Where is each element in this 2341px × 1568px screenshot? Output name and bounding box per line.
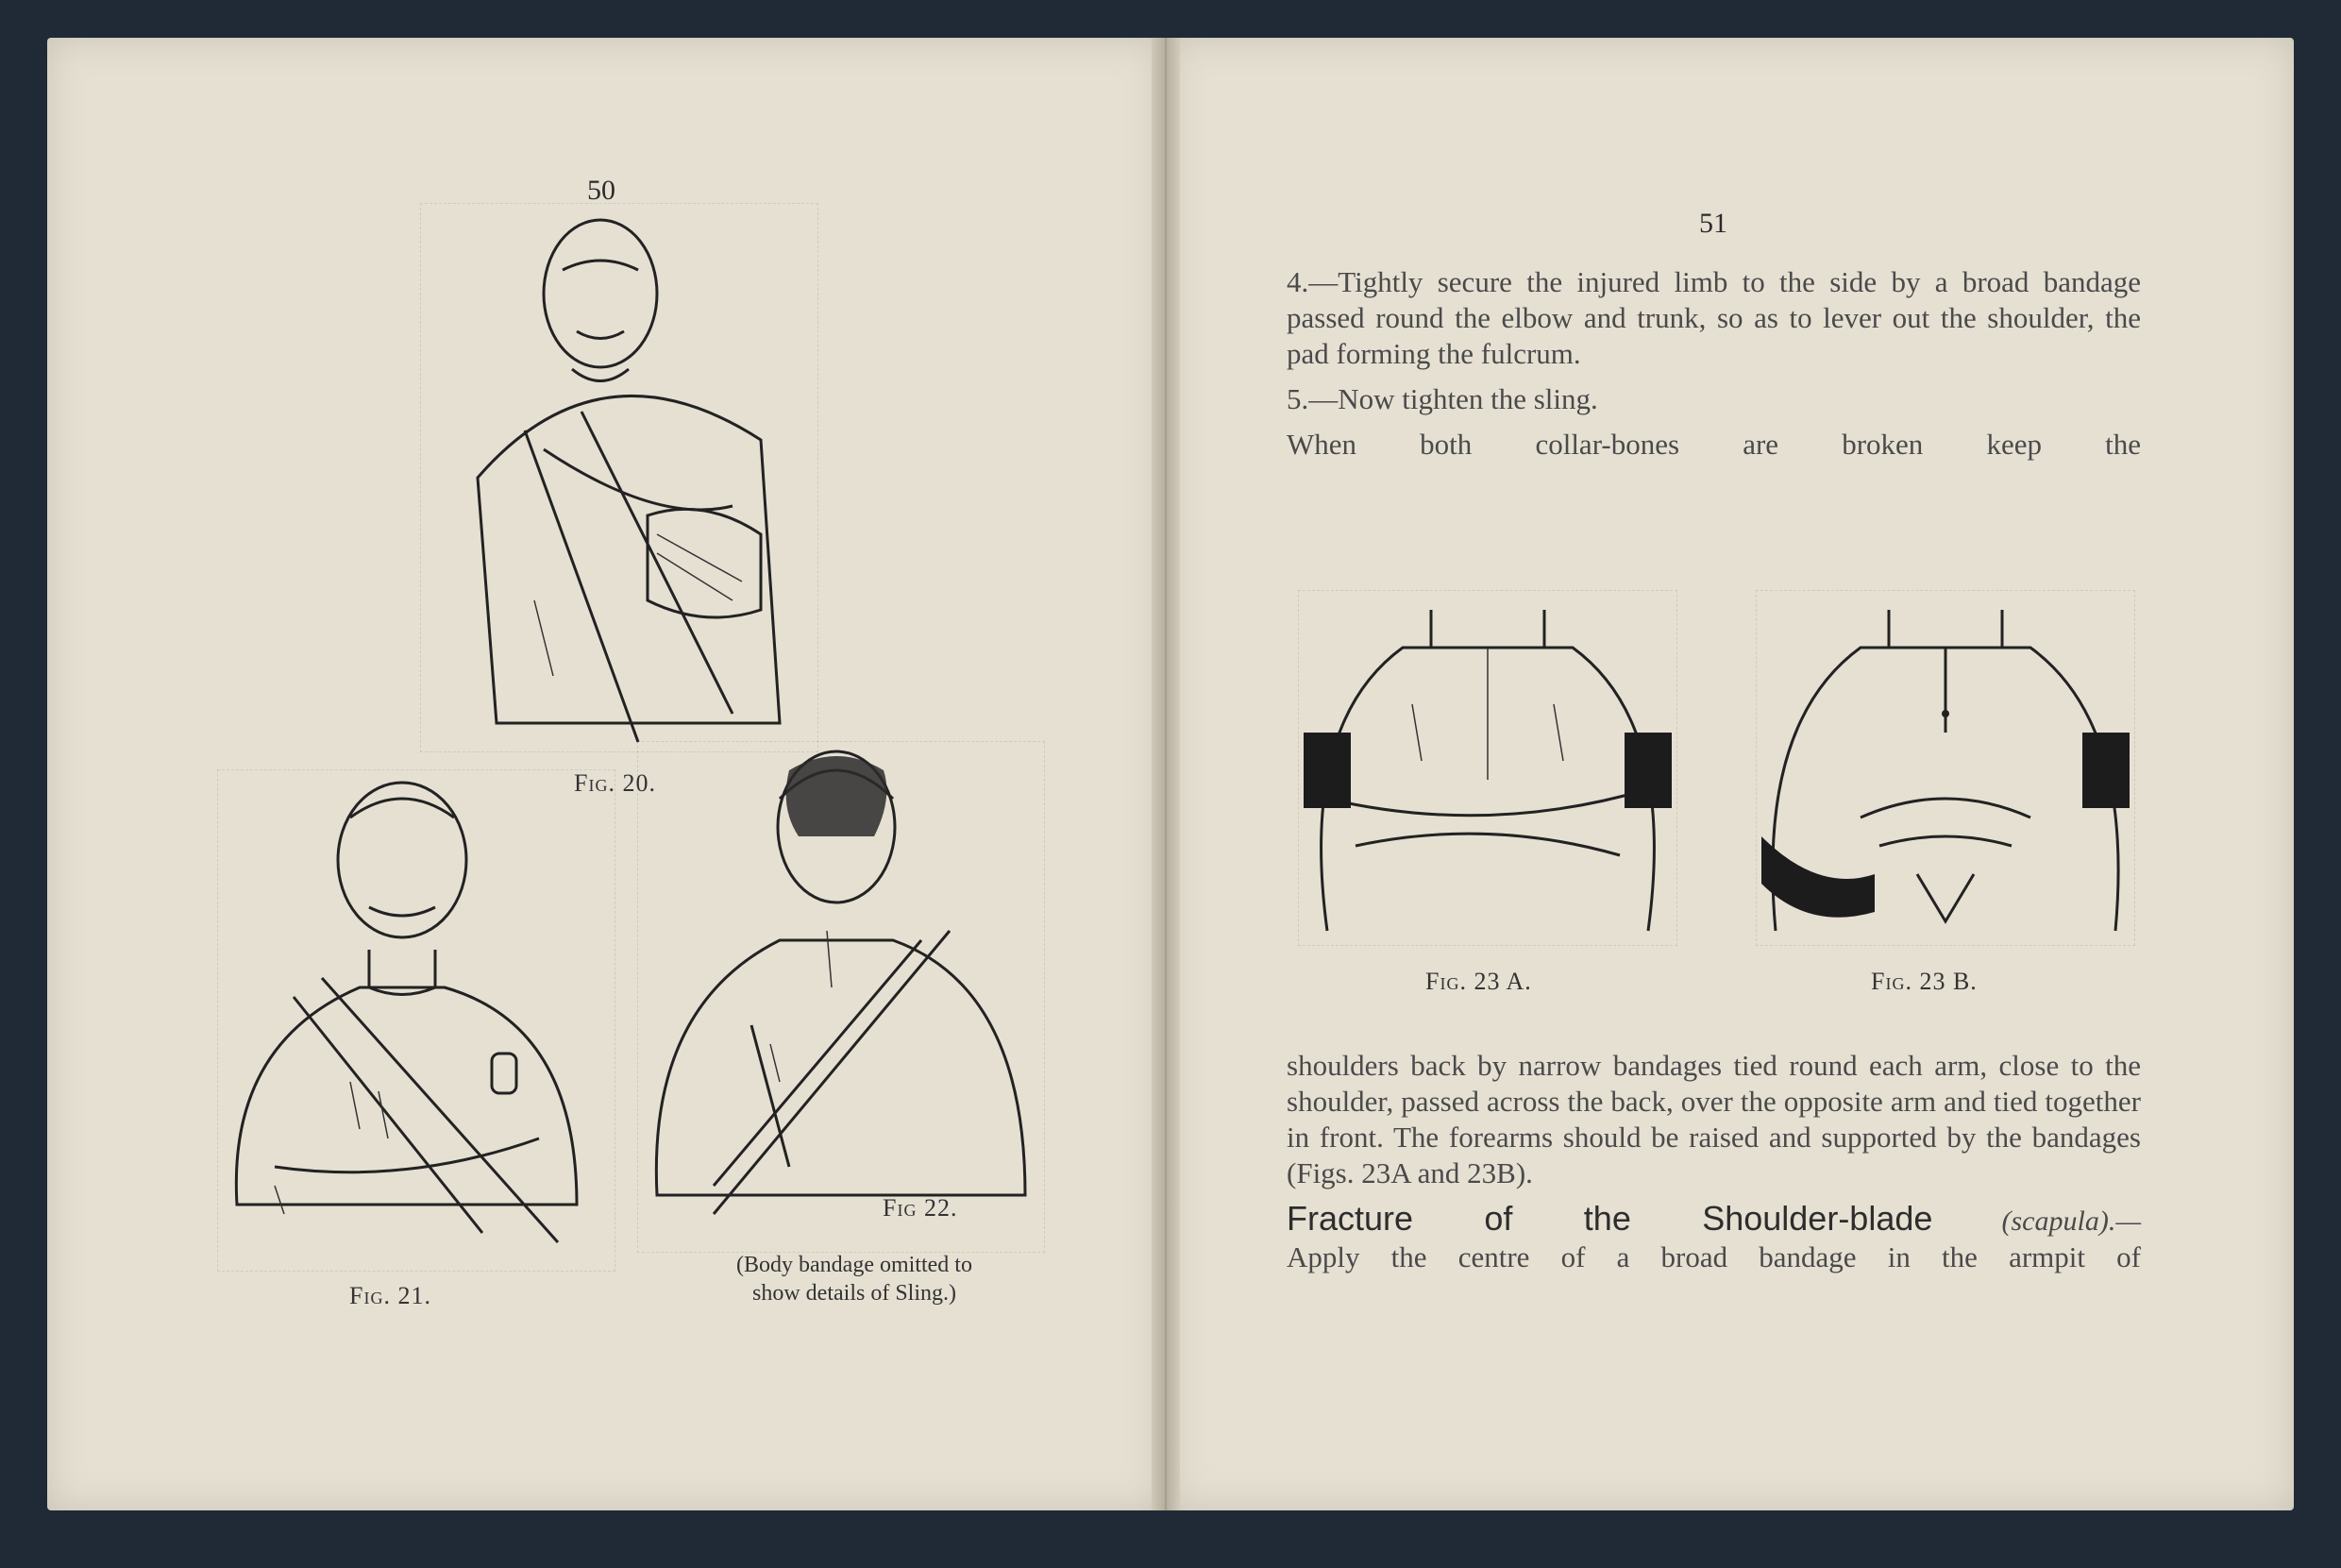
paragraph-collar-bones: When both collar-bones are broken keep the bbox=[1287, 428, 2141, 461]
figure-23a-caption: Fig. 23 A. bbox=[1425, 968, 1532, 995]
text-block-top bbox=[1287, 264, 2141, 472]
book-gutter bbox=[1152, 38, 1180, 1510]
section-heading-latin: (scapula).— bbox=[2001, 1206, 2141, 1237]
page-number-right: 51 bbox=[1699, 208, 1727, 239]
section-scapula bbox=[1287, 1201, 2141, 1239]
paragraph-scapula-start: Apply the centre of a broad bandage in the armpit of bbox=[1287, 1240, 2141, 1273]
figure-21-illustration bbox=[217, 769, 615, 1272]
figure-22-caption: Fig 22. bbox=[883, 1194, 958, 1222]
text-block-bottom bbox=[1287, 1048, 2141, 1285]
figure-23b-illustration bbox=[1756, 590, 2135, 946]
figure-21-caption: Fig. 21. bbox=[349, 1282, 431, 1309]
figure-22-note-line2: show details of Sling.) bbox=[752, 1281, 956, 1306]
figure-23b-caption: Fig. 23 B. bbox=[1871, 968, 1978, 995]
figure-20-caption: Fig. 20. bbox=[574, 769, 656, 797]
section-heading-shoulder-blade: Fracture of the Shoulder-blade bbox=[1287, 1199, 1933, 1238]
figure-23a-illustration bbox=[1298, 590, 1677, 946]
figure-20-illustration bbox=[420, 203, 818, 752]
figure-22-illustration bbox=[637, 741, 1045, 1253]
paragraph-step-4: 4.—Tightly secure the injured limb to the side by a broad bandage passed round the elbow and trunk, so as to lever out the shoulder, the pad forming the fulcrum. bbox=[1287, 265, 2141, 370]
figure-22-note bbox=[665, 1251, 1043, 1307]
page-number-left: 50 bbox=[587, 175, 615, 206]
figure-22-note-line1: (Body bandage omitted to bbox=[736, 1253, 972, 1277]
paragraph-step-5: 5.—Now tighten the sling. bbox=[1287, 382, 1598, 415]
paragraph-shoulders-back: shoulders back by narrow bandages tied round each arm, close to the shoulder, passed across the back, over the opposite arm and tied together in front. The forearms should be raised and supported by the bandages (Figs. 23A and 23B). bbox=[1287, 1049, 2141, 1189]
